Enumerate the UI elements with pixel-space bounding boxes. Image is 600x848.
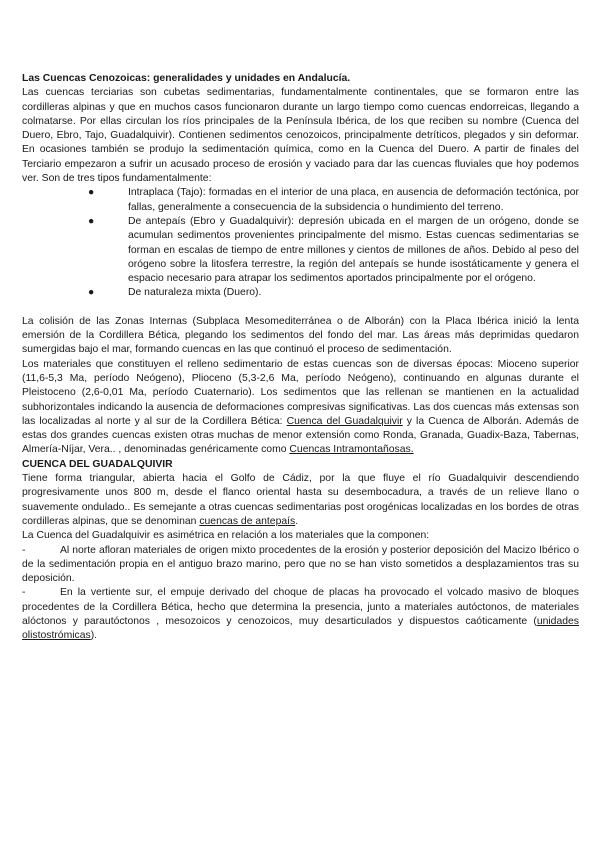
shape-text-a: Tiene forma triangular, abierta hacia el Golfo de Cádiz, por la que fluye el río Guadalquivir descendiendo progresivamente unos 800 m, desde el flanco oriental hasta su desembocadura, a través de un relieve llano o suavemente ondulado.. Es semejante a otras cuencas sedimentarias post orogénicas localizadas en los bordes de otras cordilleras alpinas, que se denominan bbox=[22, 473, 579, 527]
section-title: Las Cuencas Cenozoicas: generalidades y unidades en Andalucía. bbox=[22, 73, 351, 84]
intramontane-link[interactable]: Cuencas Intramontañosas. bbox=[289, 444, 414, 456]
bullet-icon: ● bbox=[88, 187, 95, 199]
bullet-icon: ● bbox=[88, 215, 95, 227]
list-item bbox=[22, 215, 579, 286]
document-page bbox=[22, 72, 579, 644]
shape-paragraph bbox=[22, 472, 579, 529]
north-item-text: Al norte afloran materiales de origen mixto procedentes de la erosión y posterior deposición del Macizo Ibérico o de la sedimentación propia en el antiguo brazo marino, pero que no se han visto sometidos a desplazamientos tras su deposición. bbox=[22, 544, 579, 585]
list-item bbox=[22, 186, 579, 215]
materials-text-b: y la Cuenca de Alborán. Además de estas dos grandes cuencas existen otras muchas de menor extensión como Ronda, Granada, Guadix-Baza, Tabernas, Almería-Níjar, Vera.. , denominadas genéricamente como bbox=[22, 415, 579, 456]
olistostrome-link[interactable]: unidades olistostrómicas bbox=[22, 615, 579, 642]
materials-text-a: Los materiales que constituyen el relleno sedimentario de estas cuencas son de diversas épocas: Mioceno superior (11,6-5,3 Ma, período Neógeno), Plioceno (5,3-2,6 Ma, período Neógeno), continuando en algunas durante el Pleistoceno (2,6-0,01 Ma, período Cuaternario). Los sedimentos que las rellenan se mantienen en la actualidad subhorizontales indicando la ausencia de deformaciones compresivas significativas. Las dos cuencas más extensas son las localizadas al norte y al sur de la Cordillera Bética: bbox=[22, 358, 579, 427]
intro-paragraph: Las cuencas terciarias son cubetas sedimentarias, fundamentalmente continentales, que se formaron entre las cordilleras alpinas y que en muchos casos funcionaron durante un largo tiempo como cuencas endorreicas, llegando a colmatarse. Por ellas circulan los ríos principales de la Península Ibérica, de los que reciben su nombre (Cuenca del Duero, Ebro, Tajo, Guadalquivir). Contienen sedimentos cenozoicos, principalmente detríticos, plegados y sin deformar. En ocasiones también se produjo la sedimentación química, como en la Cuenca del Duero. A partir de finales del Terciario empezaron a sufrir un acusado proceso de erosión y vaciado para dar las cuencas fluviales que hoy podemos ver. Son de tres tipos fundamentalmente: bbox=[22, 87, 579, 185]
dash-marker: - bbox=[22, 587, 26, 599]
guadalquivir-link[interactable]: Cuenca del Guadalquivir bbox=[286, 415, 403, 427]
dash-marker: - bbox=[22, 544, 26, 556]
paragraph-gap bbox=[22, 301, 579, 315]
list-item-text: De naturaleza mixta (Duero). bbox=[128, 287, 262, 299]
list-item-text: Intraplaca (Tajo): formadas en el interior de una placa, en ausencia de deformación tectónica, por fallas, generalmente a consecuencia de la subsidencia o hundimiento del terreno. bbox=[128, 187, 579, 213]
collision-paragraph: La colisión de las Zonas Internas (Subplaca Mesomediterránea o de Alborán) con la Placa Ibérica inició la lenta emersión de la Cordillera Bética, plegando los sedimentos del fondo del mar. Las áreas más deprimidas quedaron sumergidas bajo el mar, formando cuencas en las que continuó el proceso de sedimentación. bbox=[22, 315, 579, 356]
materials-paragraph bbox=[22, 358, 579, 458]
basin-types-list bbox=[22, 186, 579, 300]
south-item-text-b: ). bbox=[90, 630, 98, 642]
foreland-link[interactable]: cuencas de antepaís bbox=[199, 515, 296, 527]
south-item-text-a: En la vertiente sur, el empuje derivado del choque de placas ha provocado el volcado masivo de bloques procedentes de la Cordillera Bética, hecho que determina la presencia, junto a materiales autóctonos, de materiales alóctonos y parautóctonos , mesozoicos y cenozoicos, muy desarticulados y dispuestos caóticamente ( bbox=[22, 587, 579, 627]
guadalquivir-heading: CUENCA DEL GUADALQUIVIR bbox=[22, 458, 173, 470]
shape-text-b: . bbox=[295, 515, 299, 527]
north-item bbox=[22, 544, 579, 587]
asymmetry-paragraph: La Cuenca del Guadalquivir es asimétrica en relación a los materiales que la componen: bbox=[22, 530, 430, 542]
bullet-icon: ● bbox=[88, 287, 95, 299]
list-item bbox=[22, 286, 579, 300]
south-item bbox=[22, 586, 579, 643]
list-item-text: De antepaís (Ebro y Guadalquivir): depresión ubicada en el margen de un orógeno, donde se acumulan sedimentos provenientes principalmente del mismo. Estas cuencas sedimentarias se forman en escalas de tiempo de entre millones y cientos de millones de años. Debido al peso del orógeno sobre la litosfera terrestre, la región del antepaís se hunde isostáticamente y genera el espacio necesario para atrapar los sedimentos aportados principalmente por el orógeno. bbox=[128, 215, 579, 285]
